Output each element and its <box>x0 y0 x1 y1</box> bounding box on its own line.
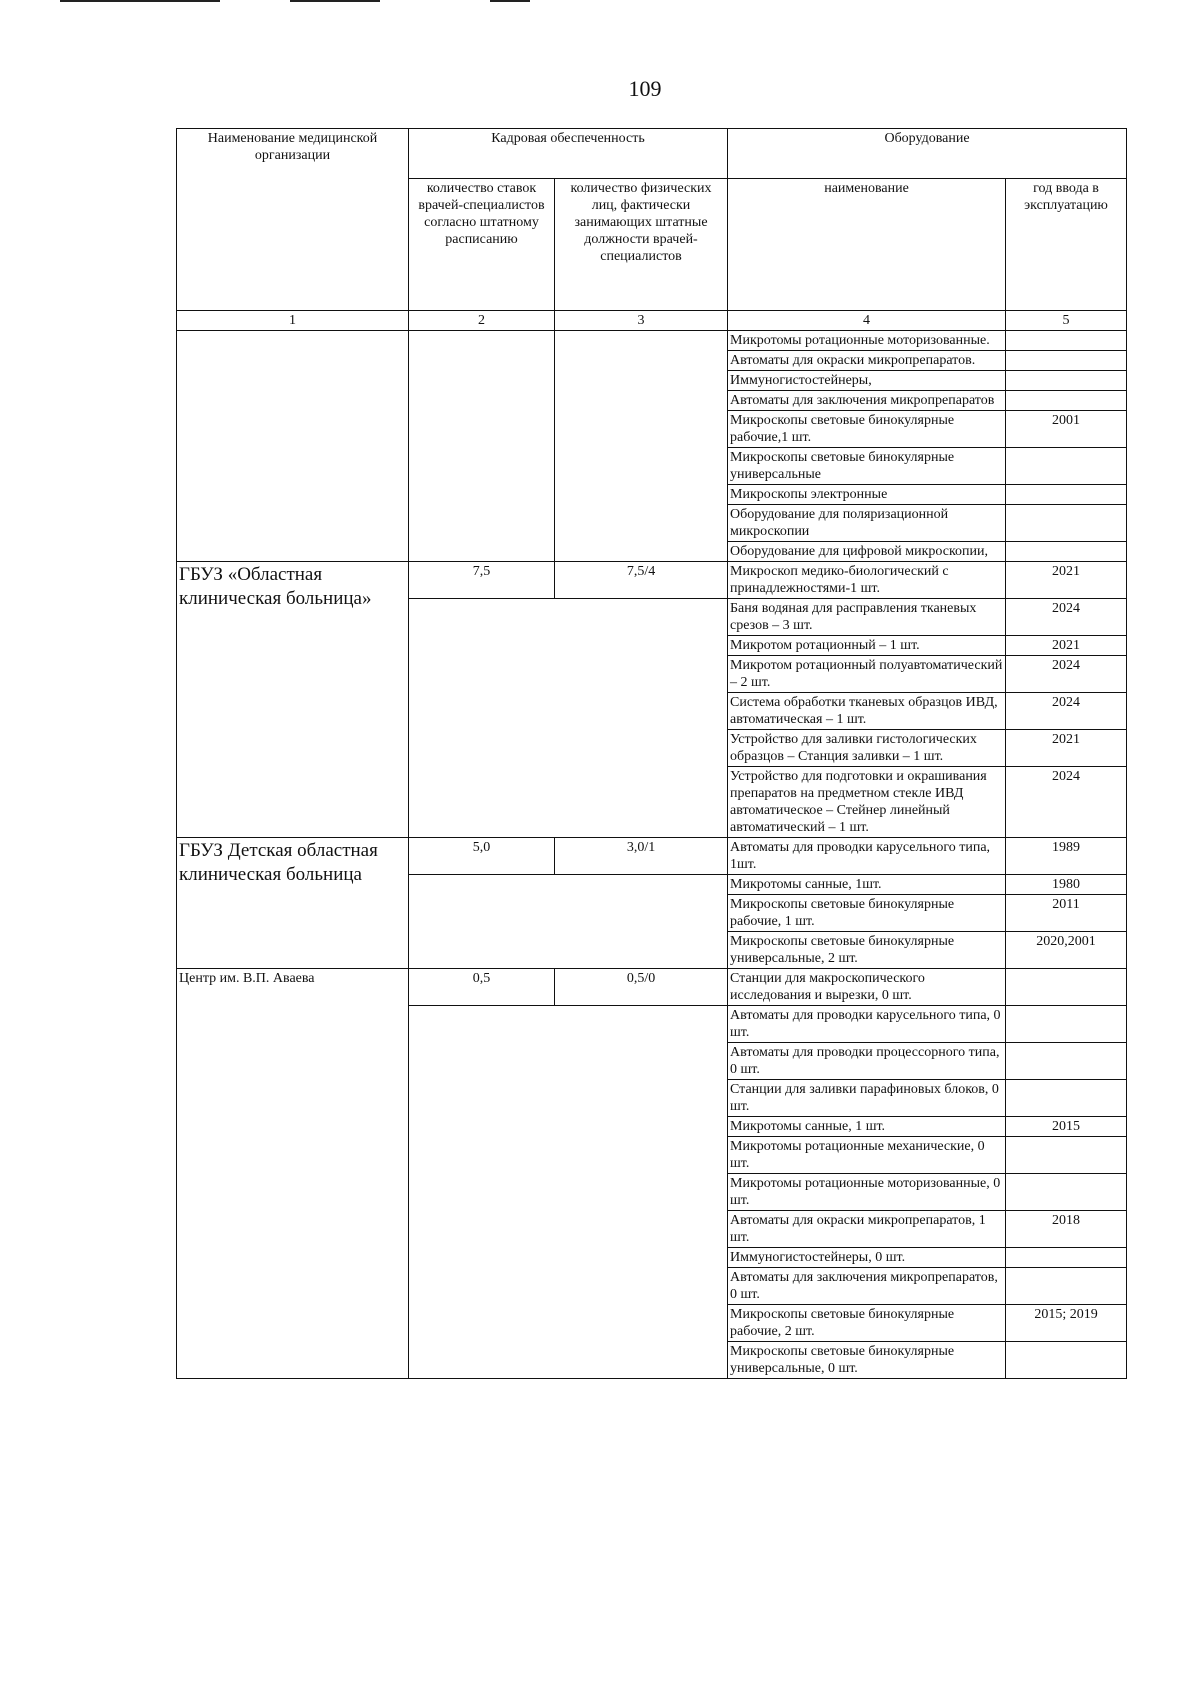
equipment-year <box>1006 371 1127 391</box>
equipment-name: Микротомы санные, 1 шт. <box>728 1117 1006 1137</box>
equipment-year: 2024 <box>1006 656 1127 693</box>
staff-blank-cell <box>409 875 728 969</box>
org-name: Центр им. В.П. Аваева <box>177 969 409 1379</box>
equipment-year: 1980 <box>1006 875 1127 895</box>
equipment-name: Микроскопы световые бинокулярные универсальные, 0 шт. <box>728 1342 1006 1379</box>
equipment-name: Система обработки тканевых образцов ИВД, автоматическая – 1 шт. <box>728 693 1006 730</box>
header-equipment-year: год ввода в эксплуатацию <box>1006 179 1127 311</box>
equipment-name: Микротом ротационный – 1 шт. <box>728 636 1006 656</box>
header-equipment: Оборудование <box>728 129 1127 179</box>
equipment-year <box>1006 1268 1127 1305</box>
column-number: 2 <box>409 311 555 331</box>
org-name-cell <box>177 331 409 562</box>
staff-positions-cell <box>409 331 555 562</box>
header-staffing: Кадровая обеспеченность <box>409 129 728 179</box>
header-equipment-name: наименование <box>728 179 1006 311</box>
equipment-year: 2015; 2019 <box>1006 1305 1127 1342</box>
equipment-year <box>1006 1080 1127 1117</box>
staff-persons-cell <box>555 331 728 562</box>
equipment-year <box>1006 351 1127 371</box>
equipment-year <box>1006 1043 1127 1080</box>
equipment-name: Микротомы ротационные моторизованные, 0 шт. <box>728 1174 1006 1211</box>
scan-edge-mark <box>290 0 380 2</box>
equipment-name: Микроскопы световые бинокулярные рабочие,1 шт. <box>728 411 1006 448</box>
column-number: 3 <box>555 311 728 331</box>
equipment-name: Оборудование для цифровой микроскопии, <box>728 542 1006 562</box>
equipment-table <box>176 128 1127 1379</box>
table-row <box>177 562 1127 599</box>
equipment-name: Микроскопы электронные <box>728 485 1006 505</box>
equipment-year: 2020,2001 <box>1006 932 1127 969</box>
equipment-year <box>1006 542 1127 562</box>
org-name: ГБУЗ «Областная клиническая больница» <box>177 562 409 838</box>
equipment-year: 1989 <box>1006 838 1127 875</box>
equipment-name: Микроскопы световые бинокулярные рабочие, 2 шт. <box>728 1305 1006 1342</box>
equipment-year <box>1006 1174 1127 1211</box>
equipment-name: Станции для макроскопического исследования и вырезки, 0 шт. <box>728 969 1006 1006</box>
table-row <box>177 331 1127 351</box>
equipment-year <box>1006 331 1127 351</box>
table-row <box>177 969 1127 1006</box>
equipment-name: Иммуногистостейнеры, <box>728 371 1006 391</box>
equipment-year: 2021 <box>1006 562 1127 599</box>
equipment-name: Микротомы ротационные моторизованные. <box>728 331 1006 351</box>
staff-persons: 3,0/1 <box>555 838 728 875</box>
equipment-year <box>1006 391 1127 411</box>
equipment-name: Устройство для заливки гистологических образцов – Станция заливки – 1 шт. <box>728 730 1006 767</box>
staff-positions: 7,5 <box>409 562 555 599</box>
staff-blank-cell <box>409 1006 728 1379</box>
staff-positions: 5,0 <box>409 838 555 875</box>
equipment-name: Микротомы санные, 1шт. <box>728 875 1006 895</box>
header-staff-positions: количество ставок врачей-специалистов согласно штатному расписанию <box>409 179 555 311</box>
equipment-year: 2021 <box>1006 730 1127 767</box>
table-row <box>177 838 1127 875</box>
equipment-year: 2015 <box>1006 1117 1127 1137</box>
scan-edge-mark <box>60 0 220 2</box>
equipment-year: 2024 <box>1006 599 1127 636</box>
equipment-year: 2024 <box>1006 767 1127 838</box>
equipment-name: Станции для заливки парафиновых блоков, 0 шт. <box>728 1080 1006 1117</box>
equipment-year <box>1006 505 1127 542</box>
equipment-name: Баня водяная для расправления тканевых срезов – 3 шт. <box>728 599 1006 636</box>
equipment-year: 2011 <box>1006 895 1127 932</box>
staff-blank-cell <box>409 599 728 838</box>
equipment-year <box>1006 1248 1127 1268</box>
staff-persons: 0,5/0 <box>555 969 728 1006</box>
column-numbers-row <box>177 311 1127 331</box>
page-number: 109 <box>628 76 662 101</box>
equipment-year: 2001 <box>1006 411 1127 448</box>
equipment-name: Автоматы для проводки карусельного типа, 1шт. <box>728 838 1006 875</box>
equipment-name: Микроскопы световые бинокулярные универсальные, 2 шт. <box>728 932 1006 969</box>
equipment-name: Микротом ротационный полуавтоматический – 2 шт. <box>728 656 1006 693</box>
staff-persons: 7,5/4 <box>555 562 728 599</box>
equipment-year <box>1006 969 1127 1006</box>
equipment-year <box>1006 1137 1127 1174</box>
equipment-year: 2021 <box>1006 636 1127 656</box>
table-body <box>177 331 1127 1379</box>
header-org-name: Наименование медицинской организации <box>177 129 409 311</box>
equipment-year <box>1006 1006 1127 1043</box>
org-name: ГБУЗ Детская областная клиническая больница <box>177 838 409 969</box>
equipment-year: 2024 <box>1006 693 1127 730</box>
column-number: 4 <box>728 311 1006 331</box>
column-number: 1 <box>177 311 409 331</box>
column-number: 5 <box>1006 311 1127 331</box>
staff-positions: 0,5 <box>409 969 555 1006</box>
header-staff-persons: количество физических лиц, фактически занимающих штатные должности врачей-специалистов <box>555 179 728 311</box>
equipment-name: Иммуногистостейнеры, 0 шт. <box>728 1248 1006 1268</box>
equipment-name: Оборудование для поляризационной микроскопии <box>728 505 1006 542</box>
equipment-name: Микротомы ротационные механические, 0 шт. <box>728 1137 1006 1174</box>
equipment-name: Автоматы для проводки процессорного типа, 0 шт. <box>728 1043 1006 1080</box>
equipment-name: Автоматы для окраски микропрепаратов, 1 шт. <box>728 1211 1006 1248</box>
equipment-name: Устройство для подготовки и окрашивания препаратов на предметном стекле ИВД автоматическое – Стейнер линейный автоматический – 1 шт. <box>728 767 1006 838</box>
equipment-name: Микроскоп медико-биологический с принадлежностями-1 шт. <box>728 562 1006 599</box>
equipment-name: Автоматы для проводки карусельного типа, 0 шт. <box>728 1006 1006 1043</box>
equipment-name: Автоматы для заключения микропрепаратов <box>728 391 1006 411</box>
equipment-name: Автоматы для окраски микропрепаратов. <box>728 351 1006 371</box>
equipment-name: Микроскопы световые бинокулярные универсальные <box>728 448 1006 485</box>
equipment-year <box>1006 448 1127 485</box>
equipment-name: Микроскопы световые бинокулярные рабочие, 1 шт. <box>728 895 1006 932</box>
equipment-name: Автоматы для заключения микропрепаратов, 0 шт. <box>728 1268 1006 1305</box>
equipment-year <box>1006 485 1127 505</box>
equipment-year: 2018 <box>1006 1211 1127 1248</box>
scan-edge-mark <box>490 0 530 2</box>
equipment-year <box>1006 1342 1127 1379</box>
